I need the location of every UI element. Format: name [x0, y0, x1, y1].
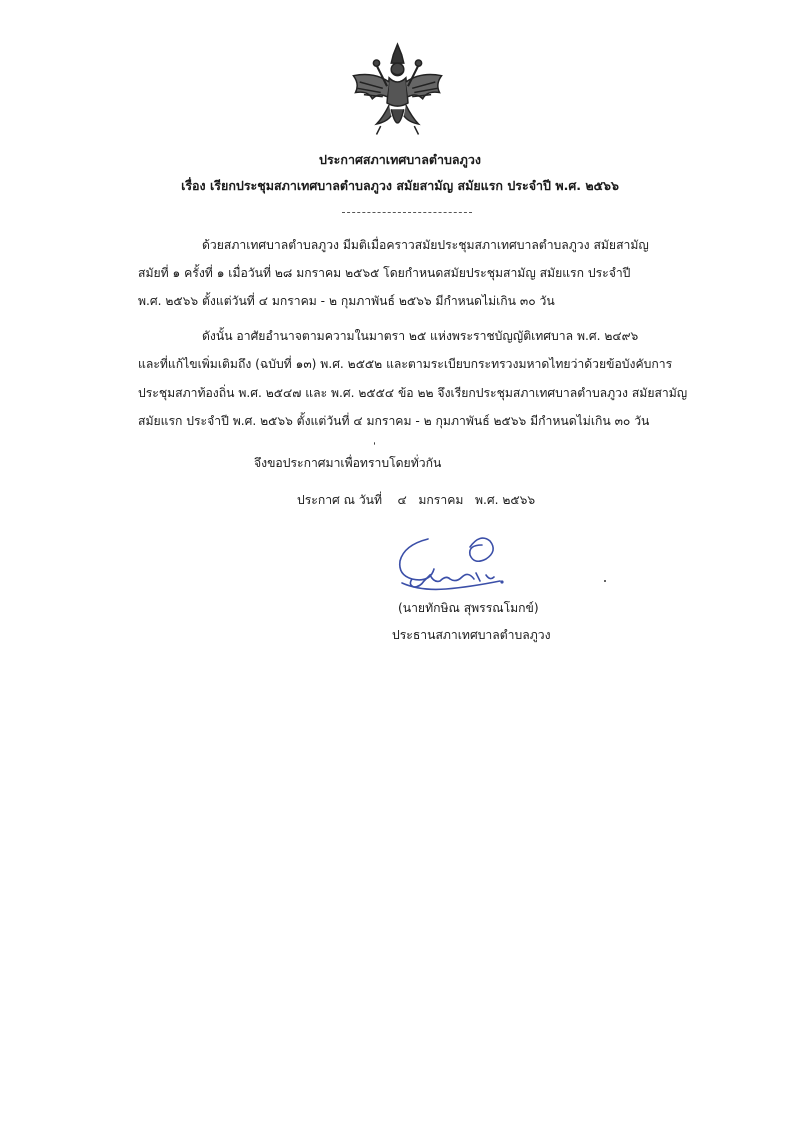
handwritten-signature-icon: [390, 525, 515, 600]
para2-line1: ดังนั้น อาศัยอำนาจตามความในมาตรา ๒๕ แห่งพระราชบัญญัติเทศบาล พ.ศ. ๒๔๙๖: [202, 329, 639, 343]
para2-line2: และที่แก้ไขเพิ่มเติมถึง (ฉบับที่ ๑๓) พ.ศ. ๒๕๕๒ และตามระเบียบกระทรวงมหาดไทยว่าด้วยข้อบังคับการ: [138, 357, 673, 371]
para1-line1: ด้วยสภาเทศบาลตำบลภูวง มีมติเมื่อคราวสมัยประชุมสภาเทศบาลตำบลภูวง สมัยสามัญ: [202, 238, 649, 252]
garuda-emblem-icon: [345, 40, 450, 145]
para2-line3: ประชุมสภาท้องถิ่น พ.ศ. ๒๕๔๗ และ พ.ศ. ๒๕๕๔ ข้อ ๒๒ จึงเรียกประชุมสภาเทศบาลตำบลภูวง สมัยสามัญ: [138, 386, 688, 400]
signer-title: ประธานสภาเทศบาลตำบลภูวง: [392, 628, 551, 642]
scan-speck: [604, 580, 606, 582]
signer-name: (นายทักษิณ สุพรรณโมกข์): [398, 601, 539, 615]
closing-text: จึงขอประกาศมาเพื่อทราบโดยทั่วกัน: [254, 456, 442, 470]
title-divider: [342, 212, 472, 213]
announcement-title: ประกาศสภาเทศบาลตำบลภูวง: [319, 152, 481, 167]
announcement-date: ประกาศ ณ วันที่ ๔ มกราคม พ.ศ. ๒๕๖๖: [297, 493, 536, 507]
announcement-subject: เรื่อง เรียกประชุมสภาเทศบาลตำบลภูวง สมัยสามัญ สมัยแรก ประจำปี พ.ศ. ๒๕๖๖: [181, 178, 619, 193]
para1-line3: พ.ศ. ๒๕๖๖ ตั้งแต่วันที่ ๔ มกราคม - ๒ กุมภาพันธ์ ๒๕๖๖ มีกำหนดไม่เกิน ๓๐ วัน: [138, 294, 555, 308]
scan-speck: [374, 442, 375, 445]
para2-line4: สมัยแรก ประจำปี พ.ศ. ๒๕๖๖ ตั้งแต่วันที่ ๔ มกราคม - ๒ กุมภาพันธ์ ๒๕๖๖ มีกำหนดไม่เกิน ๓๐ วัน: [138, 414, 650, 428]
para1-line2: สมัยที่ ๑ ครั้งที่ ๑ เมื่อวันที่ ๒๘ มกราคม ๒๕๖๕ โดยกำหนดสมัยประชุมสามัญ สมัยแรก ประจำปี: [138, 266, 631, 280]
